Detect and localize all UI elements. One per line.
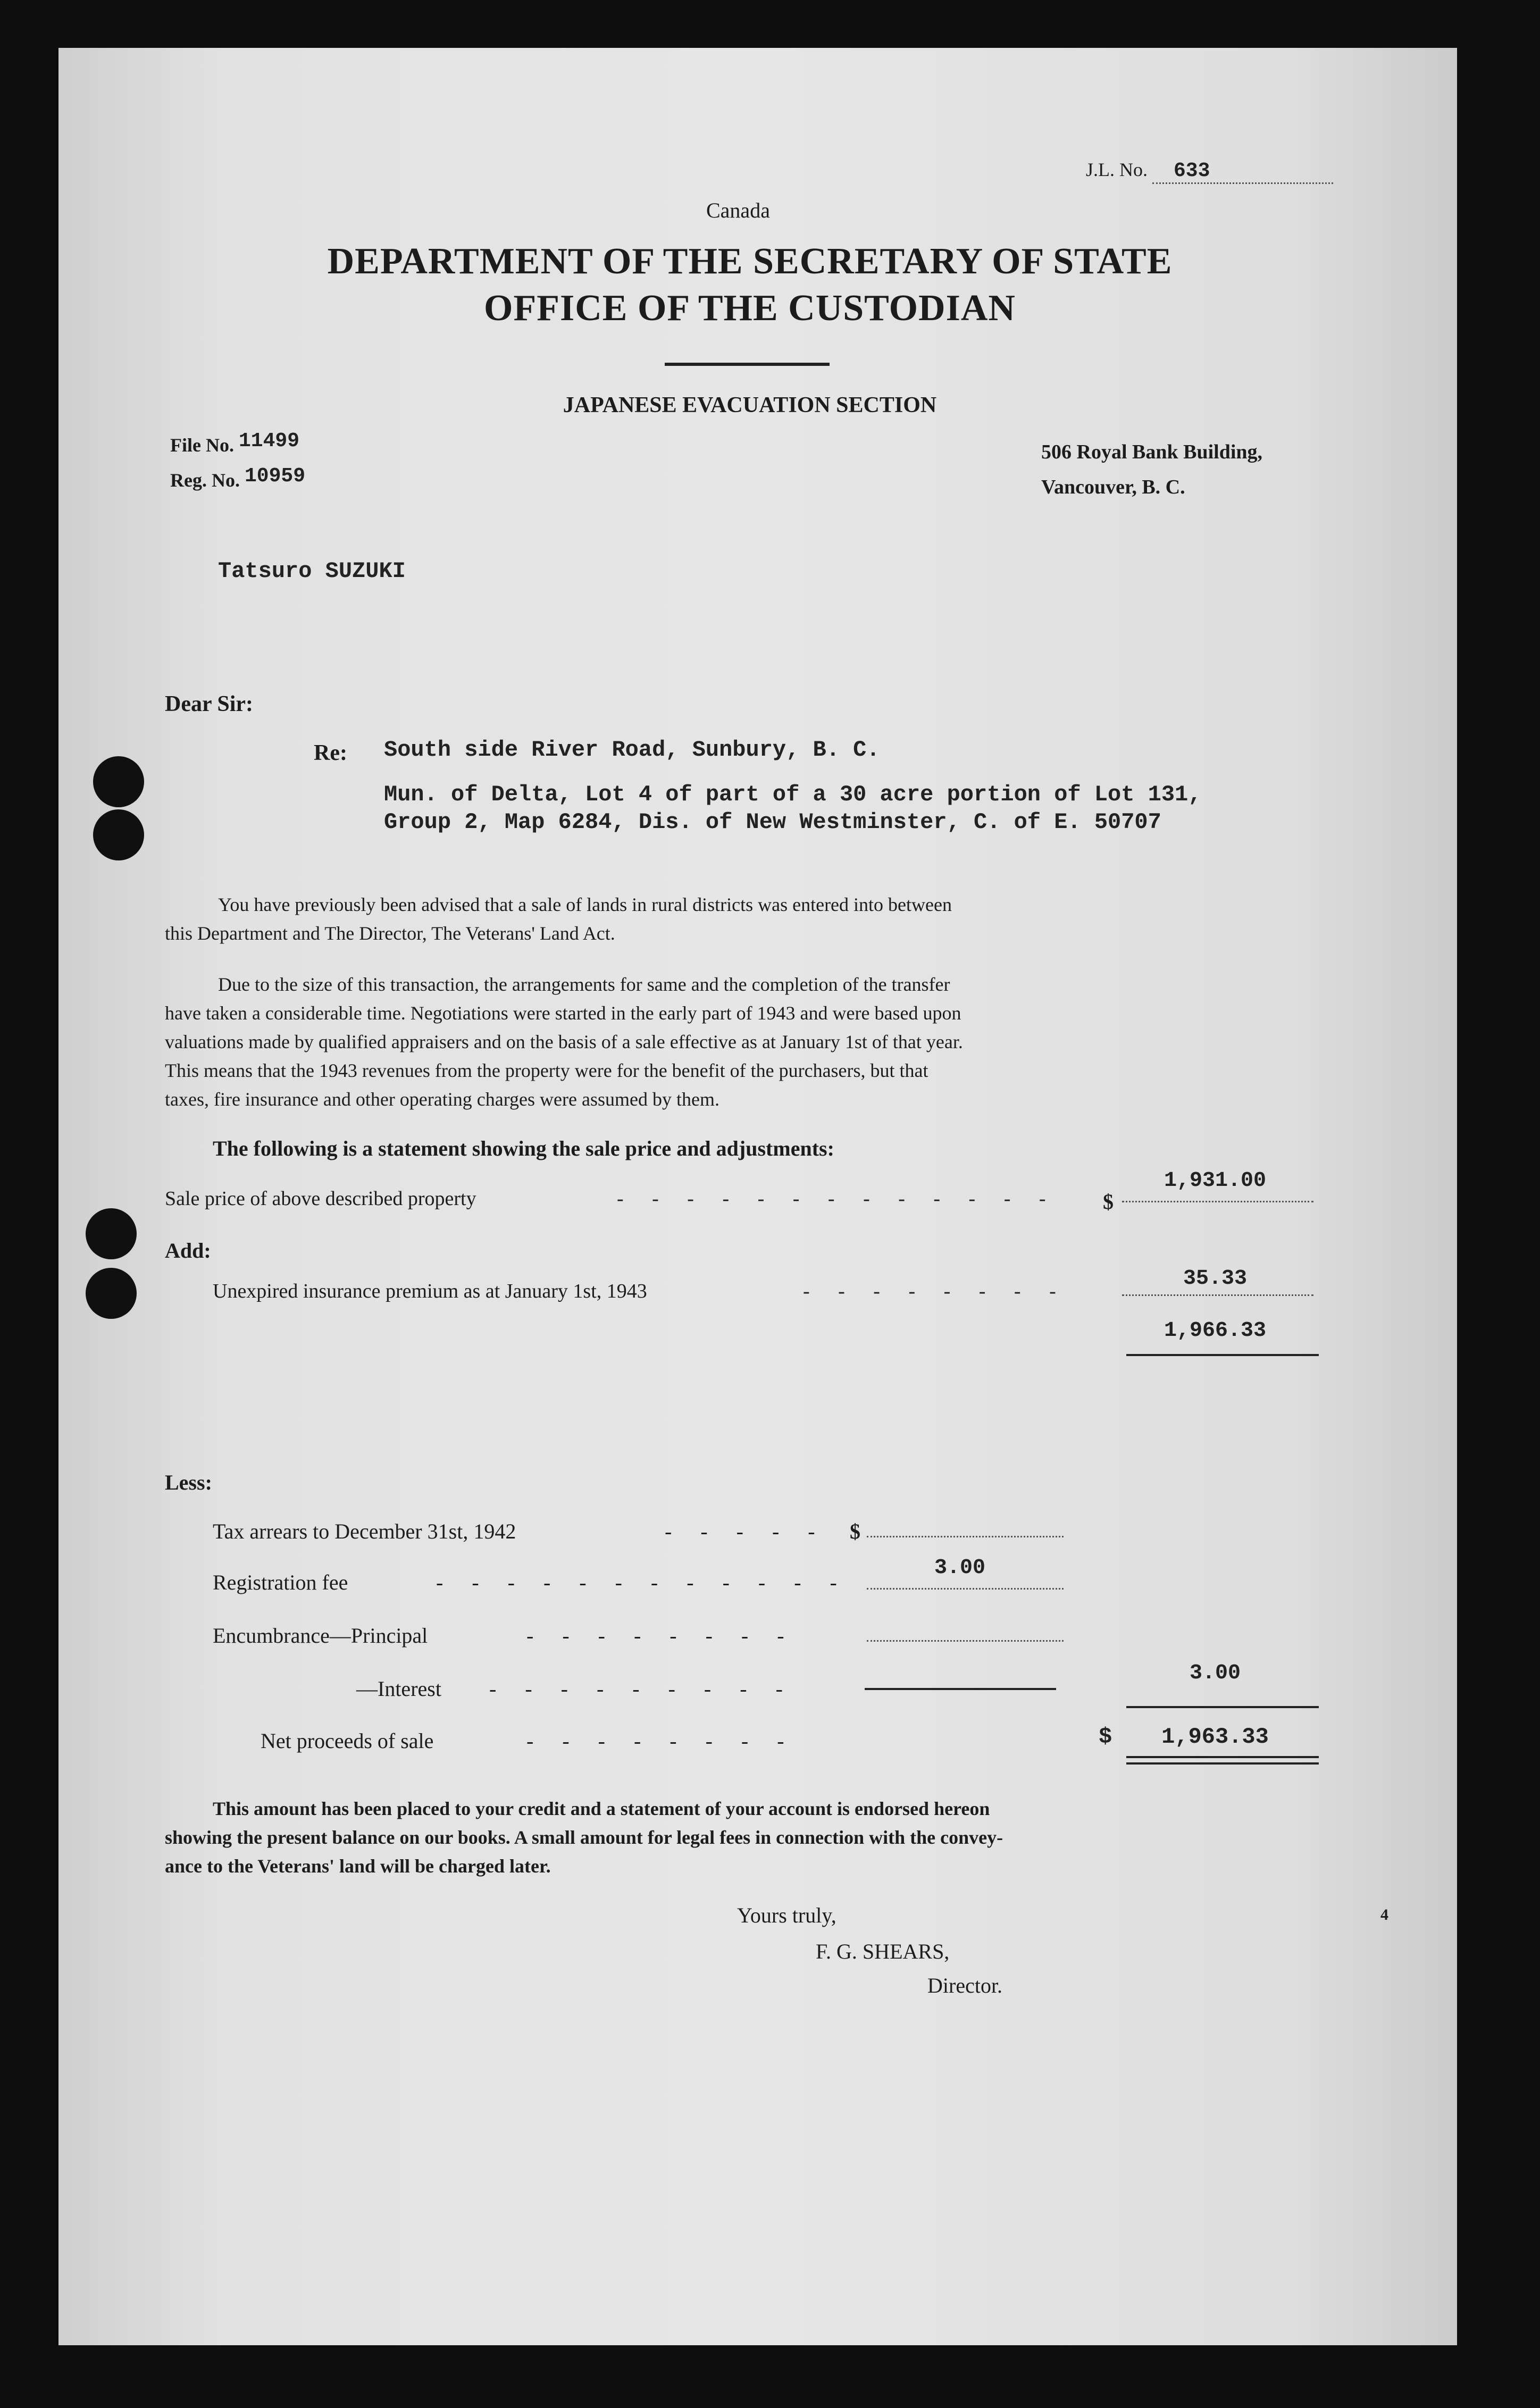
registration-leader: - - - - - - - - - - - - <box>436 1570 849 1594</box>
jl-value: 633 <box>1152 160 1333 184</box>
reg-value: 10959 <box>244 465 306 488</box>
encumbrance-leader: - - - - - - - - <box>526 1624 796 1648</box>
net-value: 1,963.33 <box>1161 1724 1269 1750</box>
insurance-value: 35.33 <box>1183 1267 1248 1291</box>
statement-intro: The following is a statement showing the sale price and adjustments: <box>213 1136 834 1160</box>
country-heading: Canada <box>706 198 770 222</box>
subtotal-rule <box>1126 1354 1319 1356</box>
sale-price-leader: - - - - - - - - - - - - - <box>617 1188 1058 1210</box>
jl-number <box>1086 158 1333 184</box>
registration-label: Registration fee <box>213 1570 348 1594</box>
tax-dollar: $ <box>850 1519 860 1543</box>
paragraph-2-line-2: have taken a considerable time. Negotiations were started in the early part of 1943 and were based upon <box>165 1002 961 1024</box>
sale-price-dollar: $ <box>1103 1190 1114 1214</box>
file-value: 11499 <box>238 430 300 453</box>
interest-label: —Interest <box>356 1677 441 1701</box>
closing-paragraph-line-1: This amount has been placed to your credit and a statement of your account is endorsed hereon <box>213 1798 990 1819</box>
office-heading: OFFICE OF THE CUSTODIAN <box>484 288 1016 329</box>
net-label: Net proceeds of sale <box>261 1729 434 1753</box>
registration-underline <box>867 1588 1064 1590</box>
jl-label: J.L. No. <box>1086 159 1148 180</box>
signer-title: Director. <box>927 1974 1003 1997</box>
closing-paragraph-line-2: showing the present balance on our books. A small amount for legal fees in connection with the convey- <box>165 1827 1003 1848</box>
file-label: File No. <box>170 434 234 456</box>
insurance-leader: - - - - - - - - <box>803 1280 1068 1302</box>
paragraph-1-line-1: You have previously been advised that a sale of lands in rural districts was entered into between <box>218 894 952 915</box>
encumbrance-underline <box>867 1640 1064 1642</box>
reg-label: Reg. No. <box>170 470 240 491</box>
office-address-line2: Vancouver, B. C. <box>1041 476 1185 498</box>
net-double-rule-2 <box>1126 1762 1319 1765</box>
punch-hole-3 <box>86 1208 137 1259</box>
punch-hole-1 <box>93 756 144 807</box>
net-leader: - - - - - - - - <box>526 1729 796 1753</box>
re-line-1: South side River Road, Sunbury, B. C. <box>384 737 880 763</box>
re-line-3: Group 2, Map 6284, Dis. of New Westminster, C. of E. 50707 <box>384 809 1161 835</box>
paragraph-2-line-5: taxes, fire insurance and other operating charges were assumed by them. <box>165 1089 719 1110</box>
punch-hole-2 <box>93 809 144 860</box>
paragraph-1-line-2: this Department and The Director, The Veterans' Land Act. <box>165 923 615 944</box>
reg-number <box>170 465 306 493</box>
department-heading: DEPARTMENT OF THE SECRETARY OF STATE <box>327 241 1173 282</box>
sale-price-label: Sale price of above described property <box>165 1188 476 1210</box>
net-dollar: $ <box>1099 1724 1112 1750</box>
encumbrance-label: Encumbrance—Principal <box>213 1624 428 1648</box>
paragraph-2-line-4: This means that the 1943 revenues from the property were for the benefit of the purchasers, but that <box>165 1060 928 1081</box>
interest-leader: - - - - - - - - - <box>489 1677 794 1701</box>
file-number <box>170 430 300 458</box>
tax-leader: - - - - - <box>665 1519 827 1543</box>
office-address-line1: 506 Royal Bank Building, <box>1041 441 1263 463</box>
net-top-rule <box>1126 1706 1319 1708</box>
letter-page <box>58 48 1457 2345</box>
re-line-2: Mun. of Delta, Lot 4 of part of a 30 acre portion of Lot 131, <box>384 782 1202 807</box>
margin-mark: 4 <box>1380 1906 1388 1924</box>
registration-value: 3.00 <box>934 1556 985 1580</box>
closing-paragraph-line-3: ance to the Veterans' land will be charged later. <box>165 1855 551 1877</box>
sale-price-value: 1,931.00 <box>1164 1169 1267 1193</box>
insurance-label: Unexpired insurance premium as at January 1st, 1943 <box>213 1280 647 1302</box>
punch-hole-4 <box>86 1268 137 1319</box>
sale-price-underline <box>1122 1201 1313 1202</box>
re-label: Re: <box>314 741 347 765</box>
paragraph-2-line-1: Due to the size of this transaction, the arrangements for same and the completion of the transfer <box>218 974 950 995</box>
tax-underline <box>867 1536 1064 1537</box>
add-label: Add: <box>165 1239 211 1262</box>
section-heading: JAPANESE EVACUATION SECTION <box>563 393 937 417</box>
signer-name: F. G. SHEARS, <box>816 1939 950 1963</box>
salutation: Dear Sir: <box>165 692 254 716</box>
insurance-underline <box>1122 1294 1313 1296</box>
paragraph-2-line-3: valuations made by qualified appraisers and on the basis of a sale effective as at January 1st of that year. <box>165 1031 963 1052</box>
closing-salutation: Yours truly, <box>737 1903 836 1927</box>
subtotal-value: 1,966.33 <box>1164 1319 1267 1343</box>
tax-label: Tax arrears to December 31st, 1942 <box>213 1519 516 1543</box>
less-label: Less: <box>165 1470 212 1494</box>
interest-total-value: 3.00 <box>1189 1661 1241 1685</box>
addressee: Tatsuro SUZUKI <box>218 558 406 584</box>
net-double-rule-1 <box>1126 1756 1319 1758</box>
interest-rule <box>865 1688 1056 1690</box>
heading-divider <box>665 363 830 366</box>
